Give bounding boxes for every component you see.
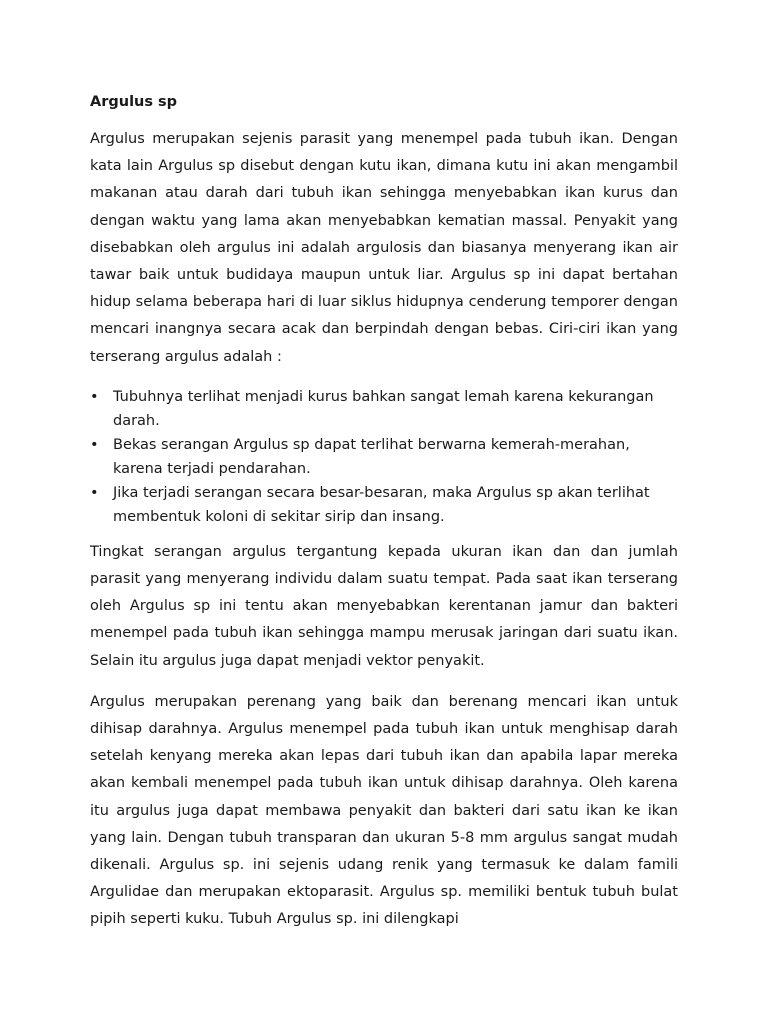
paragraph-severity: Tingkat serangan argulus tergantung kepada ukuran ikan dan dan jumlah parasit yang menyerang individu dalam suatu tempat. Pada saat ikan terserang oleh Argulus sp ini tentu akan menyebabkan kerentanan jamur dan bakteri menempel pada tubuh ikan sehingga mampu merusak jaringan dari suatu ikan. Selain itu argulus juga dapat menjadi vektor penyakit. xyxy=(90,543,678,669)
bullet-icon: • xyxy=(90,484,99,501)
bullet-icon: • xyxy=(90,388,99,405)
list-item xyxy=(90,481,678,529)
list-item xyxy=(90,433,678,481)
document-title: Argulus sp xyxy=(90,94,178,110)
list-item-text: Bekas serangan Argulus sp dapat terlihat berwarna kemerah-merahan, karena terjadi pendarahan. xyxy=(113,436,630,477)
list-item xyxy=(90,385,678,433)
document-page xyxy=(90,92,678,948)
list-item-text: Tubuhnya terlihat menjadi kurus bahkan sangat lemah karena kekurangan darah. xyxy=(113,388,654,429)
list-item-text: Jika terjadi serangan secara besar-besaran, maka Argulus sp akan terlihat membentuk koloni di sekitar sirip dan insang. xyxy=(113,484,650,525)
symptom-list xyxy=(90,385,678,529)
paragraph-intro: Argulus merupakan sejenis parasit yang menempel pada tubuh ikan. Dengan kata lain Argulus sp disebut dengan kutu ikan, dimana kutu ini akan mengambil makanan atau darah dari tubuh ikan sehingga menyebabkan ikan kurus dan dengan waktu yang lama akan menyebabkan kematian massal. Penyakit yang disebabkan oleh argulus ini adalah argulosis dan biasanya menyerang ikan air tawar baik untuk budidaya maupun untuk liar. Argulus sp ini dapat bertahan hidup selama beberapa hari di luar siklus hidupnya cenderung temporer dengan mencari inangnya secara acak dan berpindah dengan bebas. Ciri-ciri ikan yang terserang argulus adalah : xyxy=(90,131,678,365)
bullet-icon: • xyxy=(90,436,99,453)
paragraph-behavior: Argulus merupakan perenang yang baik dan berenang mencari ikan untuk dihisap darahnya. Argulus menempel pada tubuh ikan untuk menghisap darah setelah kenyang mereka akan lepas dari tubuh ikan dan apabila lapar mereka akan kembali menempel pada tubuh ikan untuk dihisap darahnya. Oleh karena itu argulus juga dapat membawa penyakit dan bakteri dari satu ikan ke ikan yang lain. Dengan tubuh transparan dan ukuran 5-8 mm argulus sangat mudah dikenali. Argulus sp. ini sejenis udang renik yang termasuk ke dalam famili Argulidae dan merupakan ektoparasit. Argulus sp. memiliki bentuk tubuh bulat pipih seperti kuku. Tubuh Argulus sp. ini dilengkapi xyxy=(90,693,678,928)
